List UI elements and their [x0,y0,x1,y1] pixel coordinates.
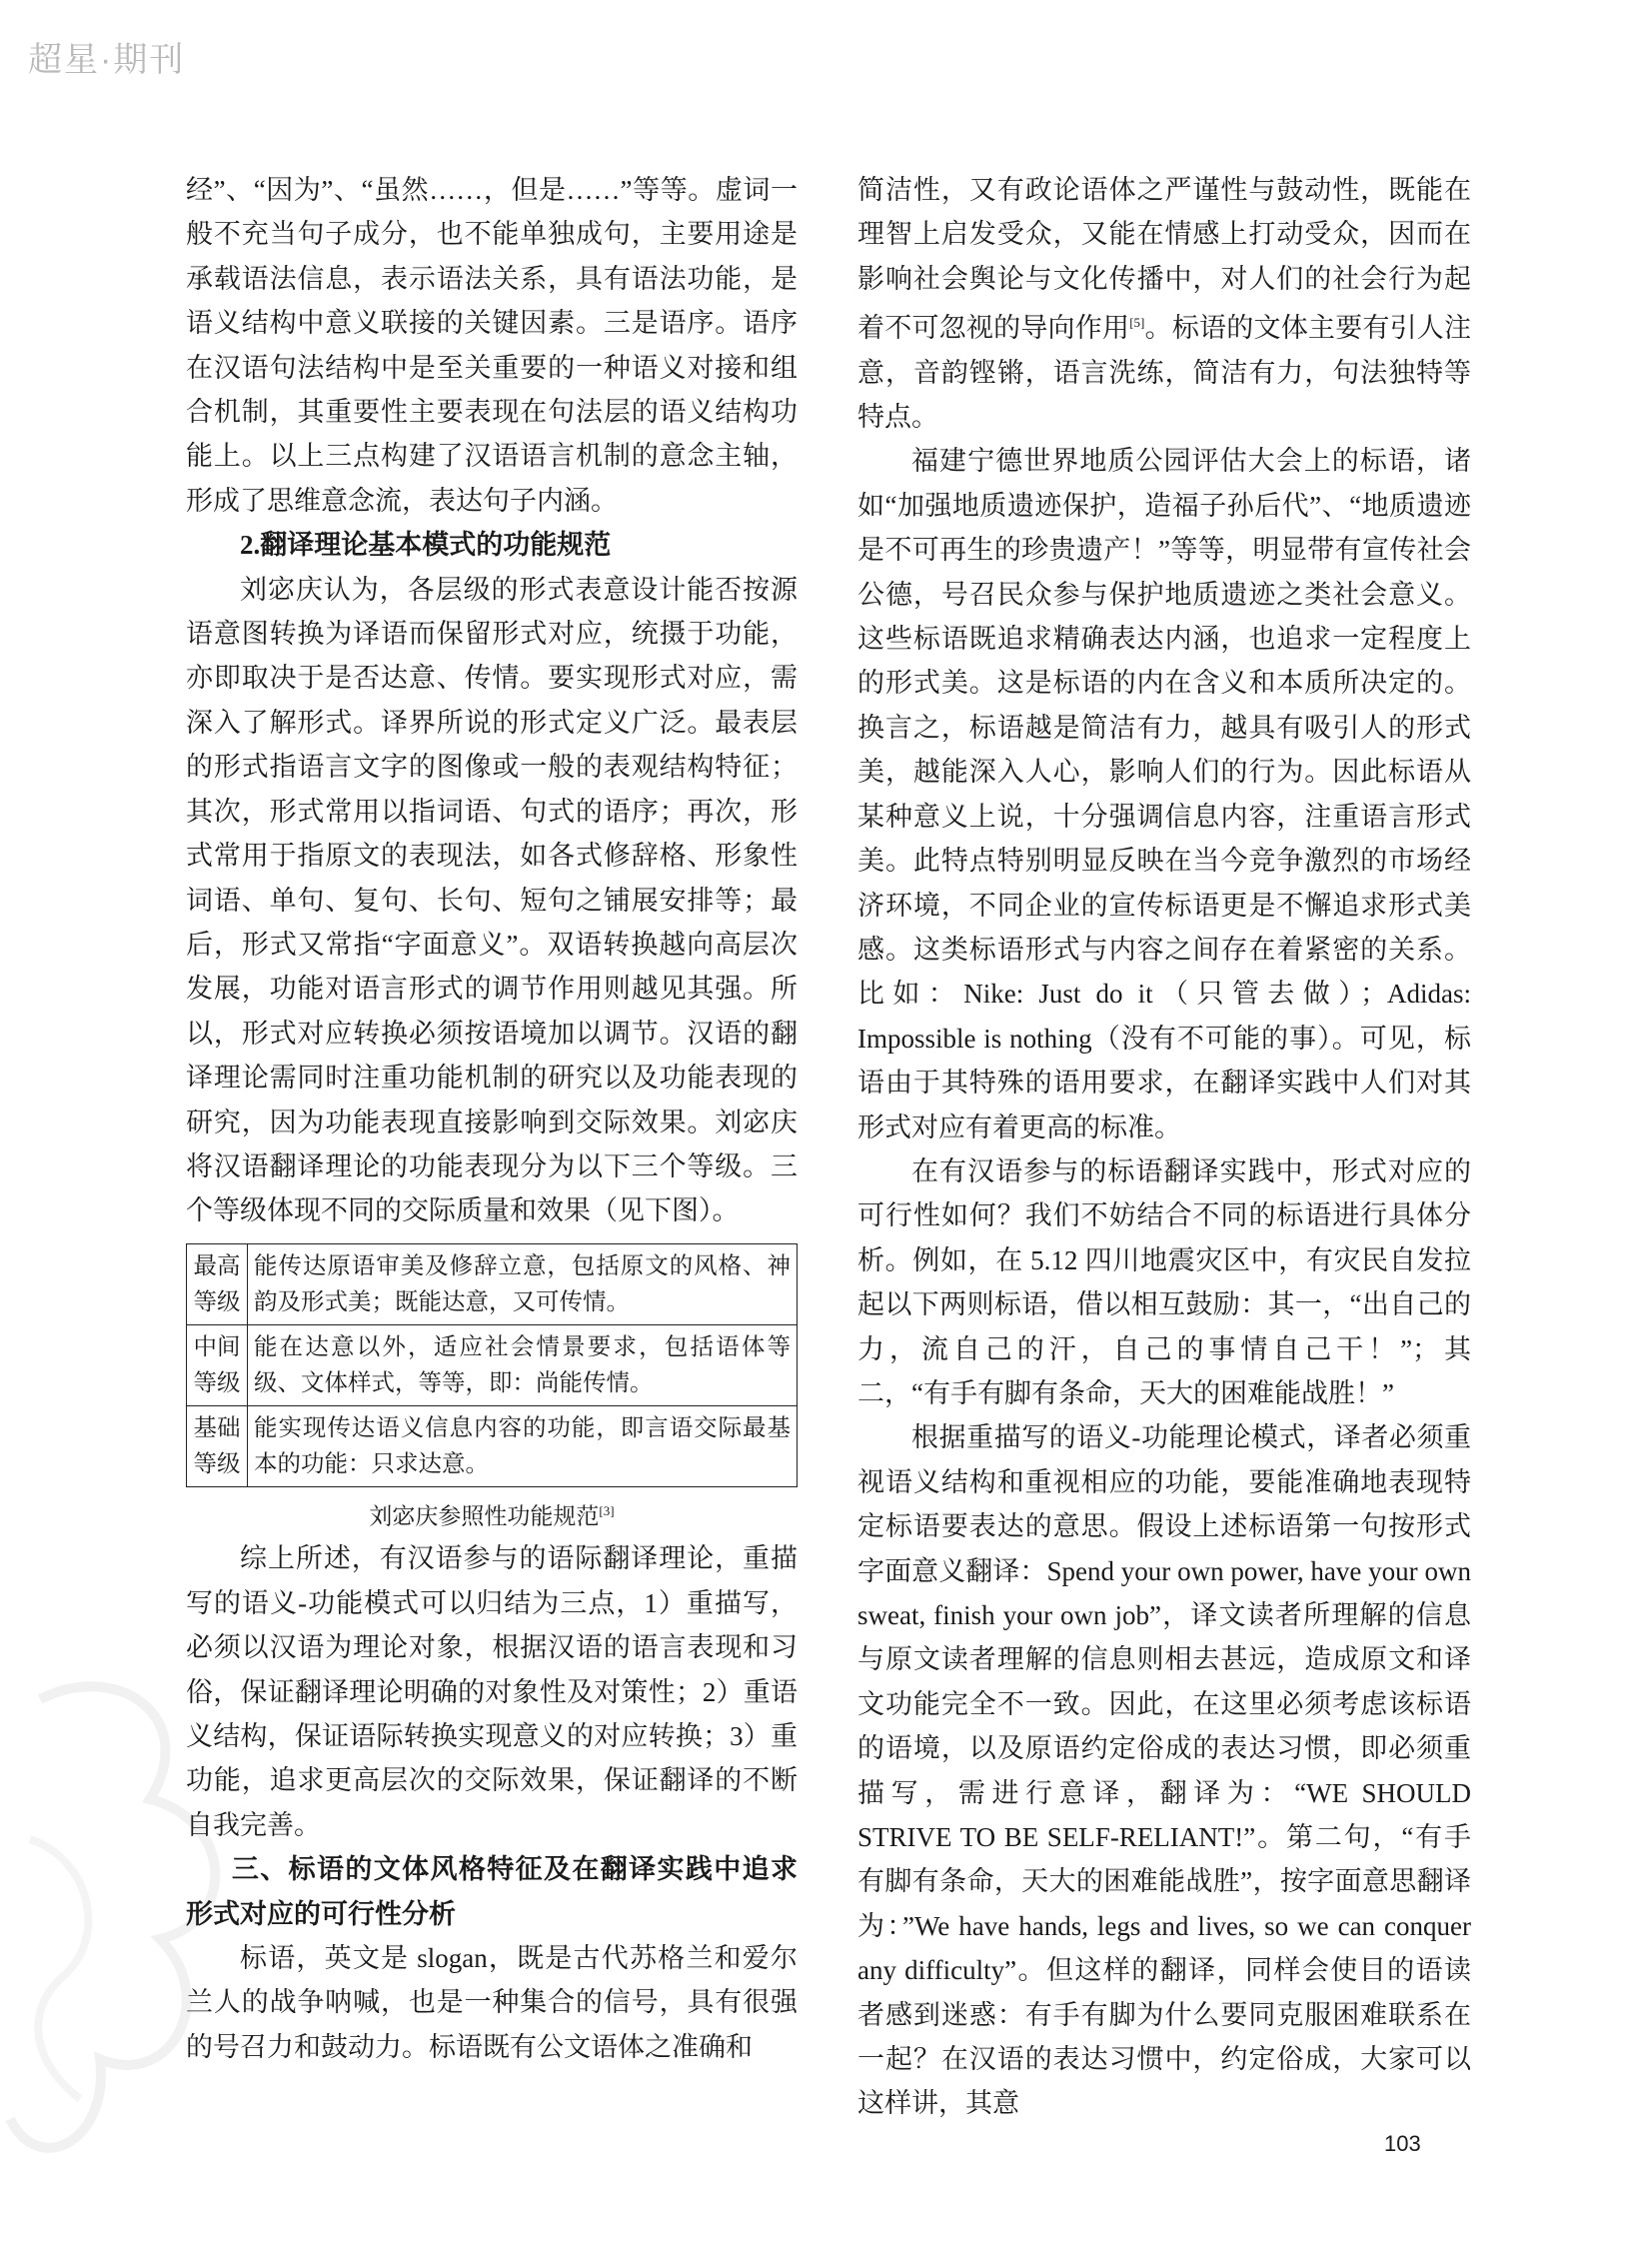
level-description: 能实现传达语义信息内容的功能，即言语交际最基本的功能：只求达意。 [248,1405,798,1486]
table-caption [186,1491,798,1537]
paragraph-earthquake-slogans: 在有汉语参与的标语翻译实践中，形式对应的可行性如何？我们不妨结合不同的标语进行具体分析。例如，在 5.12 四川地震灾区中，有灾民自发拉起以下两则标语，借以相互鼓励：其一，“出自己的力，流自己的汗，自己的事情自己干！”；其二，“有手有脚有条命，天大的困难能战胜！” [857,1155,1471,1408]
slogan-style-text-b: 。标语的文体主要有引人注意，音韵铿锵，语言洗练，简洁有力，句法独特等特点。 [857,313,1472,433]
subheading-functional-norms: 2.翻译理论基本模式的功能规范 [240,530,612,561]
reference-5: [5] [1129,315,1145,331]
level-label: 最高等级 [187,1243,248,1324]
caption-reference: [3] [599,1502,615,1518]
paragraph-slogan-intro: 标语，英文是 slogan，既是古代苏格兰和爱尔兰人的战争呐喊，也是一种集合的信号，具有很强的号召力和鼓动力。标语既有公文语体之准确和 [186,1943,798,2062]
left-column [186,168,798,2069]
caption-text: 刘宓庆参照性功能规范 [369,1503,600,1529]
publication-header: 超星·期刊 [28,41,186,79]
functional-levels-table [186,1243,798,1487]
paragraph-slogan-style [857,168,1471,439]
paragraph-function-words: 经”、“因为”、“虽然……，但是……”等等。虚词一般不充当句子成分，也不能单独成句，主要用途是承载语法信息，表示语法关系，具有语法功能，是语义结构中意义联接的关键因素。三是语序。语序在汉语句法结构中是至关重要的一种语义对接和组合机制，其重要性主要表现在句法层的语义结构功能上。以上三点构建了汉语语言机制的意念主轴，形成了思维意念流，表达句子内涵。 [186,175,798,516]
level-label: 基础等级 [187,1405,248,1486]
paragraph-translation-analysis: 根据重描写的语义-功能理论模式，译者必须重视语义结构和重视相应的功能，要能准确地表现特定标语要表达的意思。假设上述标语第一句按形式字面意义翻译：Spend your own power, have your own sweat, finish your own job”，译文读者所理解的信息与原文读者理解的信息则相去甚远，造成原文和译文功能完全不一致。因此，在这里必须考虑该标语的语境，以及原语约定俗成的表达习惯，即必须重描写，需进行意译，翻译为：“WE SHOULD STRIVE TO BE SELF-RELIANT!”。第二句，“有手有脚有条命，天大的困难能战胜”，按字面意思翻译为：”We have hands, legs and lives, so we can conquer any difficulty”。但这样的翻译，同样会使目的语读者感到迷惑：有手有脚为什么要同克服困难联系在一起？在汉语的表达习惯中，约定俗成，大家可以这样讲，其意 [857,1422,1471,2119]
table-row [187,1405,798,1486]
paragraph-fujian-slogans: 福建宁德世界地质公园评估大会上的标语，诸如“加强地质遗迹保护，造福子孙后代”、“地质遗迹是不可再生的珍贵遗产！”等等，明显带有宣传社会公德，号召民众参与保护地质遗迹之类社会意义。这些标语既追求精确表达内涵，也追求一定程度上的形式美。这是标语的内在含义和本质所决定的。换言之，标语越是简洁有力，越具有吸引人的形式美，越能深入人心，影响人们的行为。因此标语从某种意义上说，十分强调信息内容，注重语言形式美。此特点特别明显反映在当今竞争激烈的市场经济环境，不同企业的宣传标语更是不懈追求形式美感。这类标语形式与内容之间存在着紧密的关系。比如：Nike: Just do it（只管去做）；Adidas: Impossible is nothing（没有不可能的事）。可见，标语由于其特殊的语用要求，在翻译实践中人们对其形式对应有着更高的标准。 [857,446,1471,1142]
table-row [187,1324,798,1405]
level-label: 中间等级 [187,1324,248,1405]
section-heading-three: 三、标语的文体风格特征及在翻译实践中追求形式对应的可行性分析 [186,1854,798,1929]
paragraph-liu-miqing: 刘宓庆认为，各层级的形式表意设计能否按源语意图转换为译语而保留形式对应，统摄于功能，亦即取决于是否达意、传情。要实现形式对应，需深入了解形式。译界所说的形式定义广泛。最表层的形式指语言文字的图像或一般的表观结构特征；其次，形式常用以指词语、句式的语序；再次，形式常用于指原文的表现法，如各式修辞格、形象性词语、单句、复句、长句、短句之铺展安排等；最后，形式又常指“字面意义”。双语转换越向高层次发展，功能对语言形式的调节作用则越见其强。所以，形式对应转换必须按语境加以调节。汉语的翻译理论需同时注重功能机制的研究以及功能表现的研究，因为功能表现直接影响到交际效果。刘宓庆将汉语翻译理论的功能表现分为以下三个等级。三个等级体现不同的交际质量和效果（见下图）。 [186,574,798,1226]
level-description: 能传达原语审美及修辞立意，包括原文的风格、神韵及形式美；既能达意，又可传情。 [248,1243,798,1324]
slogan-style-text-a: 简洁性，又有政论语体之严谨性与鼓动性，既能在理智上启发受众，又能在情感上打动受众，因而在影响社会舆论与文化传播中，对人们的社会行为起着不可忽视的导向作用 [857,175,1471,344]
paragraph-summary: 综上所述，有汉语参与的语际翻译理论，重描写的语义-功能模式可以归结为三点，1）重描写，必须以汉语为理论对象，根据汉语的语言表现和习俗，保证翻译理论明确的对象性及对策性；2）重语义结构，保证语际转换实现意义的对应转换；3）重功能，追求更高层次的交际效果，保证翻译的不断自我完善。 [186,1543,798,1840]
level-description: 能在达意以外，适应社会情景要求，包括语体等级、文体样式，等等，即：尚能传情。 [248,1324,798,1405]
right-column [857,168,1471,2126]
table-row [187,1243,798,1324]
page-number: 103 [1384,2131,1421,2156]
